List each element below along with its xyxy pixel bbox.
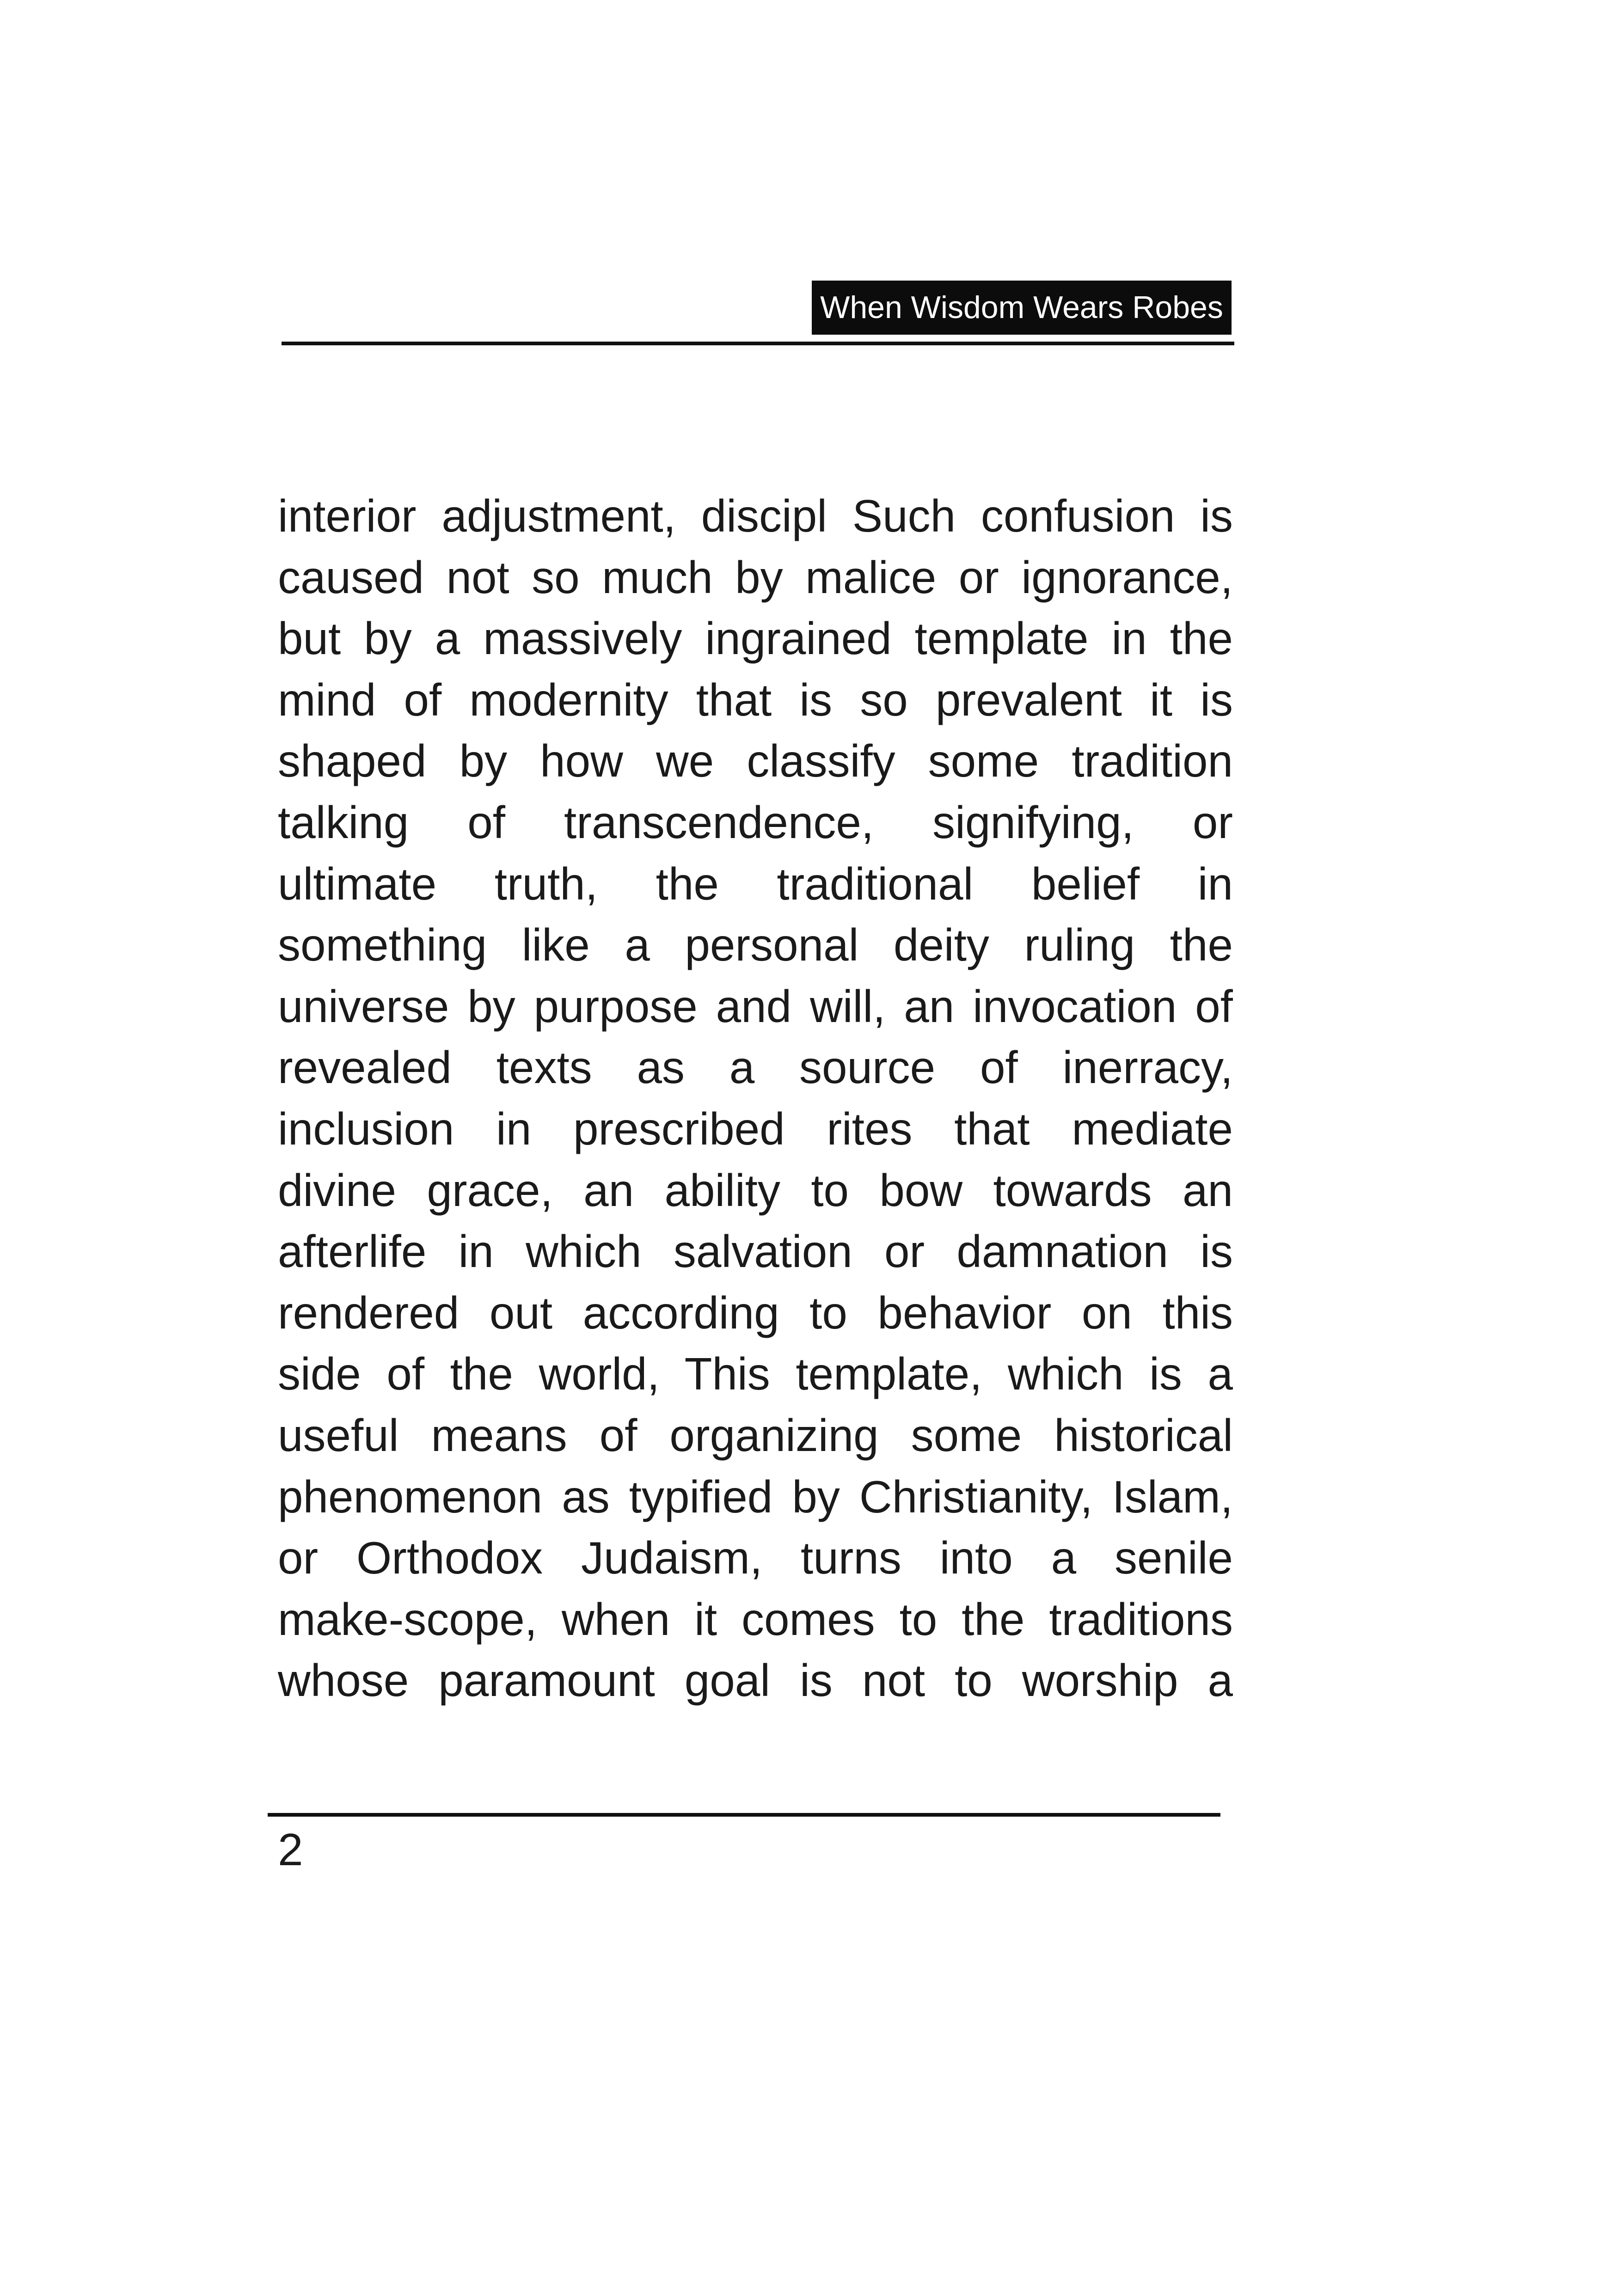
- text-line: talking of transcendence, signifying, or: [278, 796, 1233, 848]
- text-line: divine grace, an ability to bow towards an: [278, 1164, 1233, 1216]
- footer-rule: [268, 1813, 1220, 1817]
- text-line: whose paramount goal is not to worship a: [278, 1655, 1233, 1706]
- text-line: mind of modernity that is so prevalent it is: [278, 674, 1233, 725]
- text-line: caused not so much by malice or ignorance,: [278, 551, 1233, 603]
- text-line: side of the world, This template, which is a: [278, 1348, 1233, 1400]
- body-text: [278, 485, 1233, 1711]
- text-line: interior adjustment, discipl Such confusion is: [278, 490, 1233, 541]
- text-line: something like a personal deity ruling the: [278, 919, 1233, 971]
- text-line: ultimate truth, the traditional belief in: [278, 858, 1233, 909]
- text-line: or Orthodox Judaism, turns into a senile: [278, 1532, 1233, 1584]
- text-line: rendered out according to behavior on this: [278, 1287, 1233, 1338]
- text-line: but by a massively ingrained template in the: [278, 613, 1233, 664]
- text-line: make-scope, when it comes to the traditions: [278, 1593, 1233, 1645]
- header-rule: [282, 342, 1234, 345]
- text-line: phenomenon as typified by Christianity, Islam,: [278, 1471, 1233, 1522]
- text-line: shaped by how we classify some tradition: [278, 735, 1233, 787]
- page-number: 2: [278, 1824, 303, 1875]
- running-head: When Wisdom Wears Robes: [812, 281, 1232, 335]
- text-line: afterlife in which salvation or damnation is: [278, 1226, 1233, 1277]
- text-line: inclusion in prescribed rites that mediate: [278, 1103, 1233, 1154]
- text-line: revealed texts as a source of inerracy,: [278, 1042, 1233, 1093]
- text-line: useful means of organizing some historical: [278, 1409, 1233, 1461]
- text-line: universe by purpose and will, an invocation of: [278, 980, 1233, 1032]
